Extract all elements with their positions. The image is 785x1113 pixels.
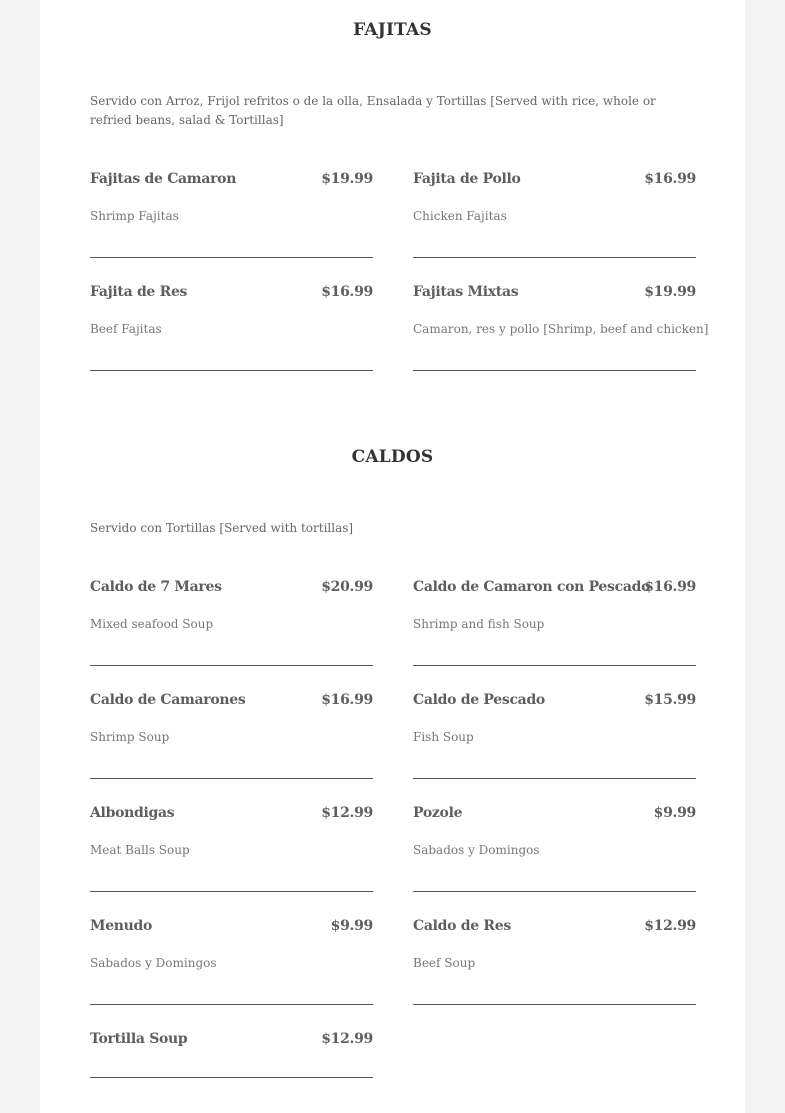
item-name: Menudo xyxy=(90,918,153,934)
item-name: Fajitas de Camaron xyxy=(90,171,237,187)
menu-item xyxy=(413,579,696,666)
item-price: $12.99 xyxy=(321,805,373,821)
item-price: $9.99 xyxy=(330,918,373,934)
menu-item xyxy=(90,805,373,892)
section-title-caldos: CALDOS xyxy=(351,447,434,467)
menu-item xyxy=(413,284,709,371)
item-description: Sabados y Domingos xyxy=(413,843,540,857)
menu-item xyxy=(413,918,696,1005)
item-description: Fish Soup xyxy=(413,730,474,744)
item-price: $16.99 xyxy=(644,171,696,187)
item-name: Fajita de Res xyxy=(90,284,188,300)
section-description-caldos: Servido con Tortillas [Served with tortillas] xyxy=(90,521,354,535)
section-title-fajitas: FAJITAS xyxy=(353,20,432,40)
item-price: $16.99 xyxy=(321,692,373,708)
item-name: Caldo de 7 Mares xyxy=(90,579,222,595)
item-price: $20.99 xyxy=(321,579,373,595)
item-description: Sabados y Domingos xyxy=(90,956,217,970)
item-price: $16.99 xyxy=(644,579,696,595)
item-name: Caldo de Camarones xyxy=(90,692,246,708)
menu-item xyxy=(90,692,373,779)
item-price: $19.99 xyxy=(644,284,696,300)
item-price: $12.99 xyxy=(321,1031,373,1047)
item-description: Camaron, res y pollo [Shrimp, beef and chicken] xyxy=(413,322,709,336)
menu-item xyxy=(413,805,696,892)
item-description: Beef Soup xyxy=(413,956,476,970)
menu-item xyxy=(413,692,696,779)
item-name: Caldo de Res xyxy=(413,918,511,934)
menu-item xyxy=(90,918,373,1005)
item-name: Fajita de Pollo xyxy=(413,171,521,187)
menu-item xyxy=(90,579,373,666)
item-description: Shrimp Fajitas xyxy=(90,209,179,223)
item-price: $15.99 xyxy=(644,692,696,708)
item-price: $12.99 xyxy=(644,918,696,934)
menu-page xyxy=(40,0,745,1113)
section-description-fajitas: Servido con Arroz, Frijol refritos o de la olla, Ensalada y Tortillas [Served with rice, whole or refried beans, salad & Tortillas] xyxy=(90,94,656,127)
item-description: Beef Fajitas xyxy=(90,322,162,336)
item-name: Tortilla Soup xyxy=(90,1031,188,1047)
item-price: $19.99 xyxy=(321,171,373,187)
item-description: Meat Balls Soup xyxy=(90,843,190,857)
item-name: Albondigas xyxy=(90,805,175,821)
item-name: Pozole xyxy=(413,805,463,821)
item-description: Mixed seafood Soup xyxy=(90,617,214,631)
menu-item xyxy=(90,171,373,258)
item-description: Shrimp and fish Soup xyxy=(413,617,545,631)
item-price: $9.99 xyxy=(653,805,696,821)
item-price: $16.99 xyxy=(321,284,373,300)
item-description: Shrimp Soup xyxy=(90,730,170,744)
item-description: Chicken Fajitas xyxy=(413,209,507,223)
menu-item xyxy=(90,1031,373,1078)
item-name: Caldo de Camaron con Pescado xyxy=(413,579,651,595)
menu-item xyxy=(413,171,696,258)
item-name: Caldo de Pescado xyxy=(413,692,545,708)
item-name: Fajitas Mixtas xyxy=(413,284,519,300)
menu-item xyxy=(90,284,373,371)
